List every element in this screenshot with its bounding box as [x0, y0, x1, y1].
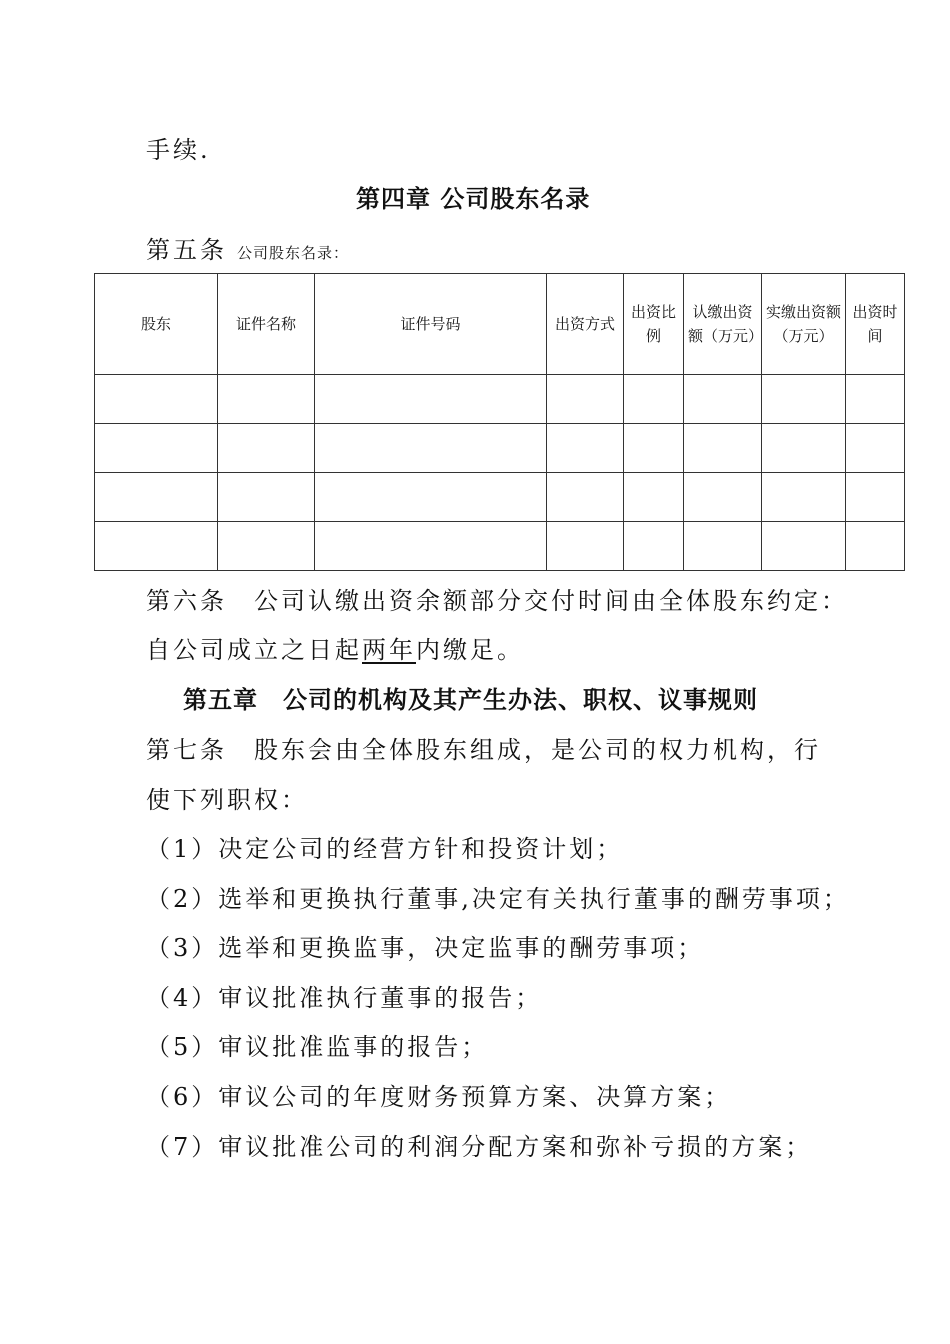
article-6-text-before: 自公司成立之日起	[146, 636, 362, 664]
chapter-5-heading: 第五章 公司的机构及其产生办法、职权、议事规则	[183, 686, 758, 714]
header-subscribed-amount: 认缴出资额（万元）	[684, 274, 762, 375]
header-paid-amount: 实缴出资额（万元）	[762, 274, 846, 375]
header-id-number: 证件号码	[315, 274, 547, 375]
table-cell	[315, 424, 547, 473]
table-cell	[95, 424, 218, 473]
header-contribution-method: 出资方式	[547, 274, 624, 375]
table-cell	[624, 424, 684, 473]
table-cell	[846, 522, 905, 571]
article-5-label: 第五条	[146, 236, 227, 264]
table-cell	[315, 473, 547, 522]
article-6-line-2	[146, 638, 524, 662]
table-cell	[547, 375, 624, 424]
header-contribution-date: 出资时间	[846, 274, 905, 375]
article-7-line-1: 第七条 股东会由全体股东组成，是公司的权力机构，行	[146, 736, 821, 764]
list-item: （6）审议公司的年度财务预算方案、决算方案；	[146, 1083, 732, 1111]
article-5-text: 公司股东名录：	[237, 244, 350, 262]
table-cell	[218, 522, 315, 571]
header-shareholder: 股东	[95, 274, 218, 375]
table-cell	[846, 375, 905, 424]
table-cell	[95, 473, 218, 522]
table-cell	[95, 522, 218, 571]
table-cell	[762, 473, 846, 522]
chapter-4-heading: 第四章 公司股东名录	[356, 185, 591, 213]
article-6-line-1: 第六条 公司认缴出资余额部分交付时间由全体股东约定：	[146, 587, 848, 615]
table-cell	[684, 375, 762, 424]
table-cell	[684, 424, 762, 473]
continuation-text: 手续.	[146, 136, 211, 164]
list-item: （4）审议批准执行董事的报告；	[146, 984, 543, 1012]
table-cell	[315, 375, 547, 424]
article-6-text-after: 内缴足。	[416, 636, 524, 664]
list-item: （3）选举和更换监事，决定监事的酬劳事项；	[146, 934, 705, 962]
table-cell	[684, 522, 762, 571]
list-item: （1）决定公司的经营方针和投资计划；	[146, 835, 624, 863]
table-cell	[624, 375, 684, 424]
table-cell	[218, 424, 315, 473]
article-6-deadline: 两年	[362, 636, 416, 664]
table-cell	[762, 424, 846, 473]
article-7-line-2: 使下列职权：	[146, 786, 308, 814]
table-header-row	[95, 274, 905, 375]
table-cell	[95, 375, 218, 424]
table-cell	[846, 424, 905, 473]
table-row	[95, 424, 905, 473]
table-row	[95, 473, 905, 522]
table-cell	[684, 473, 762, 522]
article-5	[146, 238, 349, 262]
table-cell	[218, 473, 315, 522]
list-item: （5）审议批准监事的报告；	[146, 1033, 489, 1061]
shareholder-register-table	[94, 273, 905, 571]
table-cell	[762, 522, 846, 571]
table-cell	[846, 473, 905, 522]
table-cell	[315, 522, 547, 571]
table-row	[95, 375, 905, 424]
table-cell	[762, 375, 846, 424]
list-item: （7）审议批准公司的利润分配方案和弥补亏损的方案；	[146, 1133, 813, 1161]
table-cell	[547, 522, 624, 571]
header-id-type: 证件名称	[218, 274, 315, 375]
table-cell	[624, 473, 684, 522]
header-contribution-ratio: 出资比例	[624, 274, 684, 375]
table-cell	[624, 522, 684, 571]
table-cell	[547, 473, 624, 522]
list-item: （2）选举和更换执行董事,决定有关执行董事的酬劳事项；	[146, 885, 850, 913]
table-cell	[547, 424, 624, 473]
table-cell	[218, 375, 315, 424]
table-row	[95, 522, 905, 571]
